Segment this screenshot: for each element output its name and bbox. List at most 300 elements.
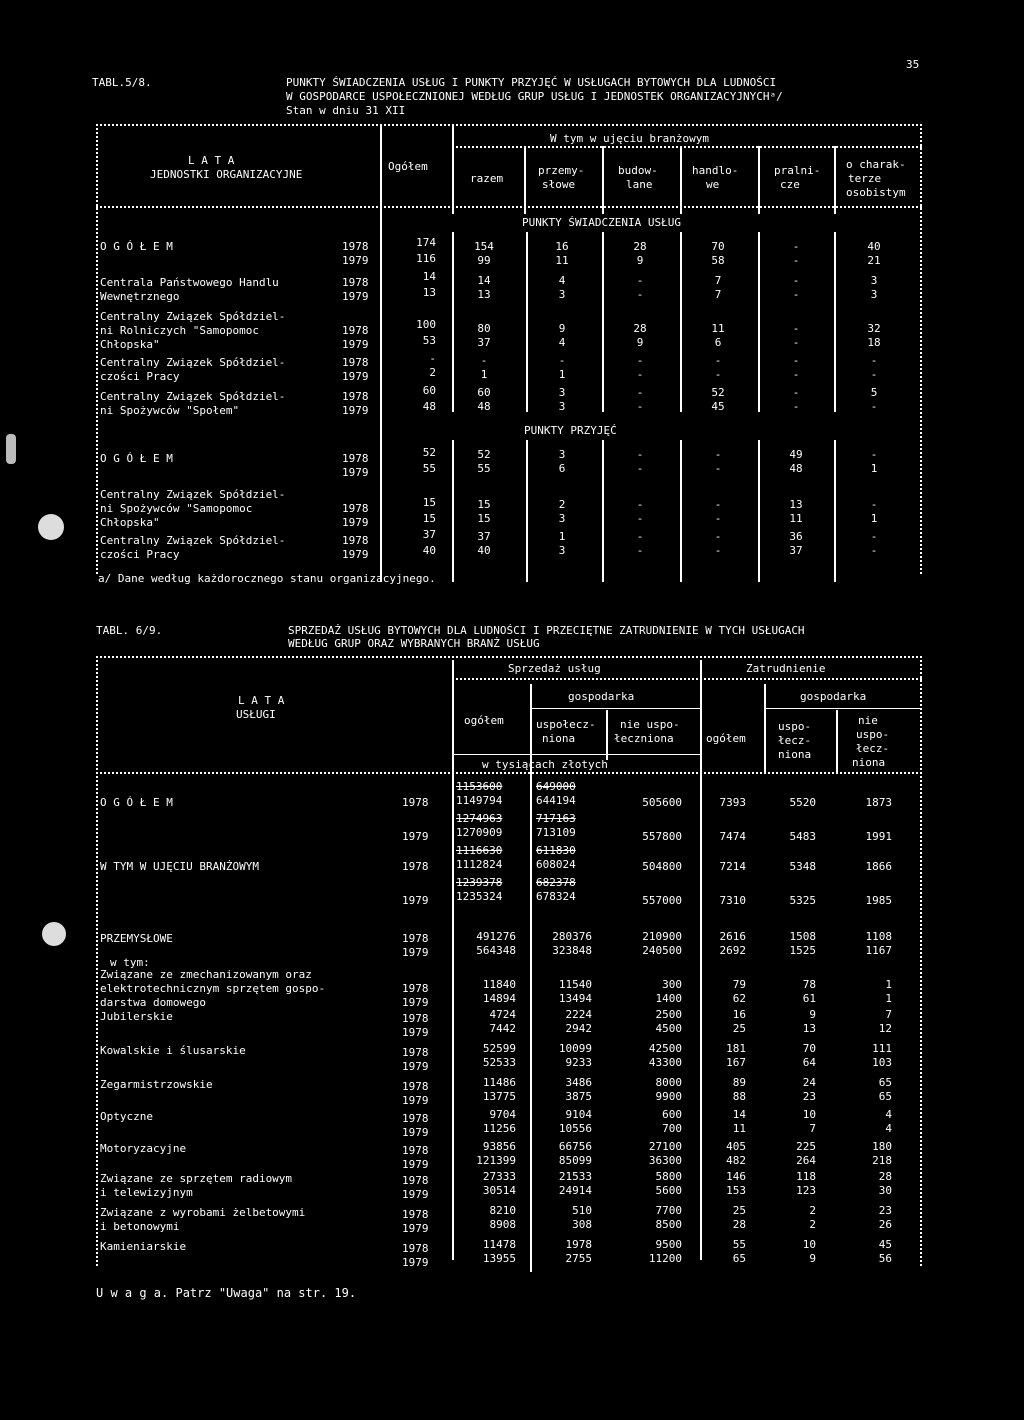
row-year: 1979 [402,1222,429,1235]
cell: 55 [477,462,491,475]
cell: 5348 [789,860,816,873]
row-year: 1979 [342,254,369,267]
cell: - [714,530,722,543]
t2-head-zusp-3: niona [778,748,812,761]
cell: 123 [796,1184,816,1197]
t1-head-przem-1: przemy- [538,164,585,177]
cell: 12 [878,1022,892,1035]
cell-corrected: 1239378 [456,876,503,889]
cell: 7214 [719,860,746,873]
cell: 5 [870,386,878,399]
cell: 99 [477,254,491,267]
row-year: 1978 [402,796,429,809]
cell: 37 [477,530,491,543]
cell: 5600 [655,1184,682,1197]
cell: - [714,544,722,557]
cell: 2224 [565,1008,592,1021]
cell: 100 [416,318,436,331]
cell: 37 [477,336,491,349]
cell: 167 [726,1056,746,1069]
t1-head-lata: L A T A [188,154,235,167]
cell: - [792,386,800,399]
cell: 49 [789,448,803,461]
cell: 13494 [558,992,592,1005]
cell: 13 [789,498,803,511]
cell-corrected: 649000 [536,780,576,793]
table1-header-rule [96,206,922,208]
cell: 9 [636,336,644,349]
row-label: Zegarmistrzowskie [100,1078,213,1091]
cell: 52599 [482,1042,516,1055]
cell: 42500 [648,1042,682,1055]
cell: 491276 [476,930,516,943]
table2-title-line2: WEDŁUG GRUP ORAZ WYBRANYCH BRANŻ USŁUG [288,637,540,650]
cell: 45 [878,1238,892,1251]
cell: 280376 [552,930,592,943]
cell: 5325 [789,894,816,907]
punch-hole-icon [42,922,66,946]
row-year: 1978 [402,1208,429,1221]
row-year: 1979 [402,894,429,907]
cell: 2 [429,366,436,379]
row-year: 1979 [342,338,369,351]
cell: 2500 [655,1008,682,1021]
cell: 28 [878,1170,892,1183]
cell: 181 [726,1042,746,1055]
cell: 8908 [489,1218,516,1231]
table1-footnote: a/ Dane według każdorocznego stanu organizacyjnego. [98,572,436,585]
row-label: i betonowymi [100,1220,180,1233]
cell: 11 [555,254,569,267]
scan-artifact [6,434,16,464]
cell: 52 [711,386,725,399]
cell: 7474 [719,830,746,843]
cell: 14 [477,274,491,287]
t2-head-nusp-1: nie uspo- [620,718,680,731]
row-label: Centralny Związek Spółdziel- [100,310,286,323]
cell: 1 [885,992,892,1005]
cell: 55 [422,462,436,475]
row-year: 1979 [342,548,369,561]
cell: 240500 [642,944,682,957]
row-label: Centralny Związek Spółdziel- [100,356,286,369]
cell: 14 [422,270,436,283]
cell: 13 [802,1022,816,1035]
cell: 3 [558,288,566,301]
cell: 15 [477,512,491,525]
table1-title-line1: PUNKTY ŚWIADCZENIA USŁUG I PUNKTY PRZYJĘĆ W USŁUGACH BYTOWYCH DLA LUDNOŚCI [286,76,777,89]
cell: 1235324 [456,890,503,903]
page-number: 35 [906,58,920,71]
t2-head-zusp-2: łecz- [778,734,812,747]
row-label: Kowalskie i ślusarskie [100,1044,246,1057]
row-year: 1978 [342,452,369,465]
row-year: 1979 [342,404,369,417]
cell: 56 [878,1252,892,1265]
cell: 52533 [482,1056,516,1069]
cell: 11540 [558,978,592,991]
row-label: Centrala Państwowego Handlu [100,276,279,289]
t1-head-pral-2: cze [780,178,800,191]
row-label: darstwa domowego [100,996,206,1009]
cell: 3 [558,386,566,399]
cell: 16 [732,1008,746,1021]
row-label: Wewnętrznego [100,290,180,303]
cell: 11200 [648,1252,682,1265]
row-label: O G Ó Ł E M [100,240,173,253]
cell: 10099 [558,1042,592,1055]
cell: 11478 [482,1238,516,1251]
cell: 7 [885,1008,892,1021]
cell: 27100 [648,1140,682,1153]
row-year: 1979 [402,1094,429,1107]
cell: 88 [732,1090,746,1103]
cell: 16 [555,240,569,253]
cell: 45 [711,400,725,413]
cell: 1108 [865,930,892,943]
row-year: 1979 [402,1158,429,1171]
t2-head-usp-1: uspołecz- [536,718,596,731]
cell: 28 [732,1218,746,1231]
cell: 1 [870,512,878,525]
cell: - [558,354,566,367]
table1-top-rule [96,124,922,126]
cell: 48 [789,462,803,475]
cell: 1508 [789,930,816,943]
row-year: 1978 [342,324,369,337]
cell: 1866 [865,860,892,873]
table1-label: TABL.5/8. [92,76,152,89]
cell: 25 [732,1204,746,1217]
row-year: 1978 [402,982,429,995]
row-label: Jubilerskie [100,1010,173,1023]
cell: 32 [867,322,881,335]
cell: 510 [572,1204,592,1217]
cell: 3 [558,512,566,525]
row-year: 1978 [342,356,369,369]
table1-title-line2: W GOSPODARCE USPOŁECZNIONEJ WEDŁUG GRUP USŁUG I JEDNOSTEK ORGANIZACYJNYCHᵃ/ [286,90,783,103]
t1-section-punkty-przyjec: PUNKTY PRZYJĘĆ [524,424,617,437]
cell: - [636,274,644,287]
row-year: 1979 [402,1188,429,1201]
cell-corrected: 611830 [536,844,576,857]
cell: 25 [732,1022,746,1035]
cell: 9 [809,1008,816,1021]
cell: 678324 [536,890,576,903]
cell: - [714,354,722,367]
row-label: O G Ó Ł E M [100,796,173,809]
cell: - [870,530,878,543]
cell: 4500 [655,1022,682,1035]
cell: - [636,368,644,381]
cell: - [636,462,644,475]
punch-hole-icon [38,514,64,540]
cell-corrected: 682378 [536,876,576,889]
cell: - [870,400,878,413]
row-label: Motoryzacyjne [100,1142,187,1155]
t1-head-razem: razem [470,172,504,185]
cell: 9500 [655,1238,682,1251]
cell: 30 [878,1184,892,1197]
cell: 27333 [482,1170,516,1183]
cell: - [429,352,436,365]
table2-label: TABL. 6/9. [96,624,163,637]
row-label: Centralny Związek Spółdziel- [100,534,286,547]
cell: 13 [477,288,491,301]
t2-head-sprzedaz: Sprzedaż usług [508,662,601,675]
cell: 24 [802,1076,816,1089]
cell: - [636,498,644,511]
cell: 36300 [648,1154,682,1167]
t2-head-usp-2: niona [542,732,576,745]
t2-head-zatr-ogolem: ogółem [706,732,746,745]
cell: 180 [872,1140,892,1153]
cell: 1985 [865,894,892,907]
cell: 23 [878,1204,892,1217]
cell: 58 [711,254,725,267]
cell: 9 [636,254,644,267]
cell: 1112824 [456,858,503,871]
cell: 24914 [558,1184,592,1197]
cell: 608024 [536,858,576,871]
cell: - [870,498,878,511]
cell-corrected: 1274963 [456,812,503,825]
cell-corrected: 1116630 [456,844,503,857]
cell-corrected: 717163 [536,812,576,825]
cell: - [870,368,878,381]
cell: - [792,254,800,267]
cell: 111 [872,1042,892,1055]
row-label: ni Spożywców "Społem" [100,404,240,417]
cell: 7310 [719,894,746,907]
t2-head-zusp-1: uspo- [778,720,812,733]
row-label: Związane ze zmechanizowanym oraz [100,968,312,981]
cell: 28 [633,240,647,253]
cell: 9233 [565,1056,592,1069]
t2-head-tysiace: w tysiącach złotych [482,758,608,771]
cell: 30514 [482,1184,516,1197]
cell: 21533 [558,1170,592,1183]
cell: 1525 [789,944,816,957]
cell: 2692 [719,944,746,957]
cell: 3 [558,400,566,413]
row-year: 1978 [402,1242,429,1255]
cell: 60 [477,386,491,399]
cell: 557000 [642,894,682,907]
cell: - [636,386,644,399]
row-year: 1979 [402,1256,429,1269]
cell: 4 [558,336,566,349]
table2-top-rule [96,656,922,658]
cell: 10 [802,1238,816,1251]
cell: 564348 [476,944,516,957]
cell: - [480,354,488,367]
cell: - [792,240,800,253]
cell: - [636,544,644,557]
row-year: 1979 [342,290,369,303]
t1-head-pral-1: pralni- [774,164,821,177]
row-year: 1978 [402,1144,429,1157]
cell: 300 [662,978,682,991]
cell: 3875 [565,1090,592,1103]
cell: 504800 [642,860,682,873]
table2-note: U w a g a. Patrz "Uwaga" na str. 19. [96,1286,357,1300]
cell: 4 [558,274,566,287]
cell: 8500 [655,1218,682,1231]
cell: 26 [878,1218,892,1231]
cell: 2616 [719,930,746,943]
cell: 37 [789,544,803,557]
cell: - [792,400,800,413]
cell: 146 [726,1170,746,1183]
cell: 323848 [552,944,592,957]
t1-head-och-2: terze [848,172,882,185]
cell: 55 [732,1238,746,1251]
t2-head-znusp-4: niona [852,756,886,769]
t1-head-bud-2: lane [626,178,653,191]
cell: 9104 [565,1108,592,1121]
cell: 3 [870,288,878,301]
row-label: i telewizyjnym [100,1186,193,1199]
row-year: 1979 [402,996,429,1009]
t2-head-zatrudnienie: Zatrudnienie [746,662,826,675]
cell: 7442 [489,1022,516,1035]
cell: 121399 [476,1154,516,1167]
cell: 9704 [489,1108,516,1121]
cell: 713109 [536,826,576,839]
cell: - [792,368,800,381]
cell: 14 [732,1108,746,1121]
cell: 10 [802,1108,816,1121]
cell: 1991 [865,830,892,843]
cell: - [792,354,800,367]
cell: 482 [726,1154,746,1167]
cell: 1873 [865,796,892,809]
cell: 7 [809,1122,816,1135]
cell: - [792,288,800,301]
cell: - [714,368,722,381]
cell: 2 [809,1218,816,1231]
cell: 85099 [558,1154,592,1167]
cell: 11840 [482,978,516,991]
cell: - [792,336,800,349]
cell: 116 [416,252,436,265]
table2-title-line1: SPRZEDAŻ USŁUG BYTOWYCH DLA LUDNOŚCI I PRZECIĘTNE ZATRUDNIENIE W TYCH USŁUGACH [288,624,805,637]
cell-corrected: 1153600 [456,780,503,793]
cell: 15 [422,496,436,509]
cell: 557800 [642,830,682,843]
cell: 1 [480,368,488,381]
cell: 66756 [558,1140,592,1153]
t1-head-ogolem: Ogółem [388,160,428,173]
cell: - [870,448,878,461]
row-year: 1978 [402,1080,429,1093]
cell: 7 [714,274,722,287]
cell: 78 [802,978,816,991]
cell: 61 [802,992,816,1005]
cell: 13955 [482,1252,516,1265]
t1-head-och-3: osobistym [846,186,906,199]
cell: 23 [802,1090,816,1103]
row-year: 1979 [402,830,429,843]
cell: 43300 [648,1056,682,1069]
cell: 5520 [789,796,816,809]
t2-head-znusp-2: uspo- [856,728,890,741]
row-year: 1979 [402,946,429,959]
cell: - [636,530,644,543]
table1-subheader-rule [452,146,922,148]
cell: 62 [732,992,746,1005]
cell: 65 [878,1090,892,1103]
cell: 154 [474,240,494,253]
row-year: 1979 [342,516,369,529]
cell: 1270909 [456,826,503,839]
cell: 1149794 [456,794,503,807]
cell: 1400 [655,992,682,1005]
t2-head-uslugi: USŁUGI [236,708,276,721]
cell: 15 [422,512,436,525]
cell: 405 [726,1140,746,1153]
cell: 15 [477,498,491,511]
cell: 1978 [565,1238,592,1251]
row-year: 1978 [402,1046,429,1059]
cell: 11256 [482,1122,516,1135]
cell: 9 [558,322,566,335]
cell: 5483 [789,830,816,843]
cell: 64 [802,1056,816,1069]
cell: 11 [711,322,725,335]
t1-section-punkty-swiadczenia: PUNKTY ŚWIADCZENIA USŁUG [522,216,681,229]
cell: 48 [477,400,491,413]
cell: 36 [789,530,803,543]
t1-head-han-1: handlo- [692,164,739,177]
cell: 118 [796,1170,816,1183]
cell: 9900 [655,1090,682,1103]
row-label: w tym: [110,956,150,969]
cell: 4724 [489,1008,516,1021]
cell: 1 [870,462,878,475]
cell: 1167 [865,944,892,957]
cell: - [714,448,722,461]
cell: - [870,544,878,557]
cell: - [636,512,644,525]
row-label: Centralny Związek Spółdziel- [100,488,286,501]
t1-head-wtym: W tym w ujęciu branżowym [550,132,709,145]
row-year: 1978 [342,390,369,403]
cell: 8000 [655,1076,682,1089]
cell: 13 [422,286,436,299]
cell: 5800 [655,1170,682,1183]
cell: 28 [633,322,647,335]
t1-head-jednostki: JEDNOSTKI ORGANIZACYJNE [150,168,303,181]
cell: 2942 [565,1022,592,1035]
cell: 40 [422,544,436,557]
row-label: Chłopska" [100,338,160,351]
cell: 1 [885,978,892,991]
row-label: elektrotechnicznym sprzętem gospo- [100,982,326,995]
cell: 52 [477,448,491,461]
cell: 80 [477,322,491,335]
cell: - [792,274,800,287]
cell: 11486 [482,1076,516,1089]
row-year: 1978 [402,860,429,873]
cell: 225 [796,1140,816,1153]
cell: 2 [558,498,566,511]
row-label: ni Rolniczych "Samopomoc [100,324,259,337]
cell: - [714,512,722,525]
cell: 4 [885,1108,892,1121]
cell: 65 [732,1252,746,1265]
